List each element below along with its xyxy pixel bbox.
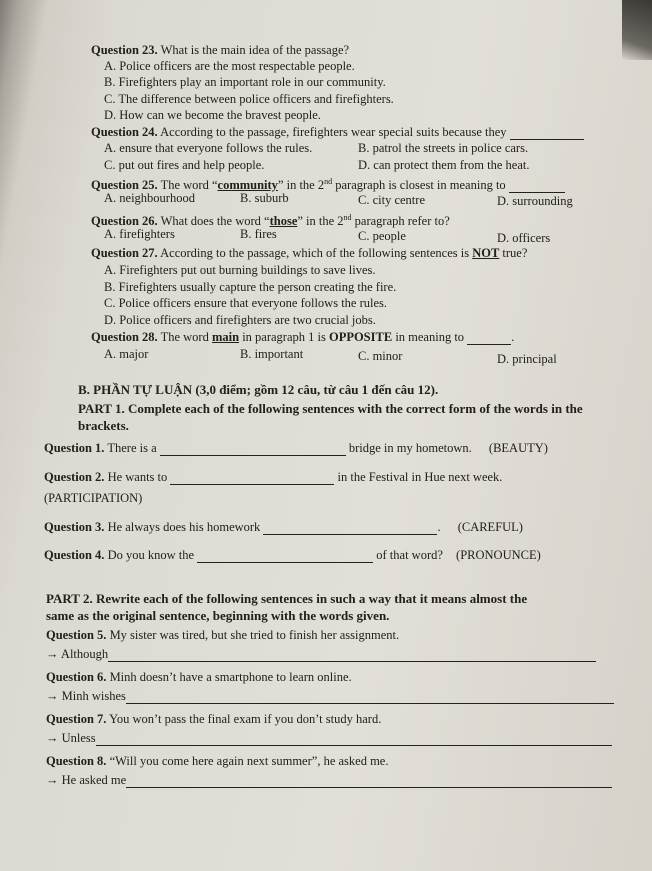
- sentence-text: Do you know the: [107, 548, 195, 562]
- part1-question-2: [44, 470, 502, 485]
- answer-blank[interactable]: [509, 181, 565, 193]
- question-label: Question 5.: [46, 628, 107, 642]
- part2-question-5: [46, 628, 399, 643]
- sentence-text: There is a: [107, 441, 157, 455]
- option-d: D. principal: [497, 352, 557, 366]
- option-d: D. surrounding: [497, 194, 573, 208]
- part1-instruction-cont: brackets.: [78, 418, 129, 433]
- answer-blank[interactable]: [467, 333, 511, 345]
- sentence-text: .: [437, 520, 441, 534]
- option-b: B. important: [240, 347, 304, 361]
- word-hint: (BEAUTY): [488, 441, 548, 455]
- option-a: A. Police officers are the most respectable people.: [104, 59, 355, 73]
- sentence-text: of that word?: [376, 548, 443, 562]
- answer-start: → Minh wishes: [46, 689, 126, 703]
- not-emphasis: NOT: [472, 246, 500, 260]
- option-a: A. Firefighters put out burning buildings to save lives.: [104, 263, 376, 277]
- part1-question-3: [44, 520, 523, 535]
- ordinal-suffix: nd: [343, 213, 352, 222]
- option-d: D. officers: [497, 231, 551, 245]
- sentence-text: You won’t pass the final exam if you don’t study hard.: [109, 712, 382, 726]
- option-c: C. city centre: [358, 193, 425, 207]
- stem-text: ” in the 2: [297, 214, 344, 229]
- page-shadow: [622, 0, 652, 60]
- option-c: C. minor: [358, 349, 403, 363]
- option-a: A. ensure that everyone follows the rules.: [104, 141, 313, 155]
- answer-blank[interactable]: [160, 444, 346, 456]
- option-a: A. major: [104, 347, 149, 361]
- part2-instruction-cont: same as the original sentence, beginning with the words given.: [46, 608, 390, 623]
- answer-blank[interactable]: [170, 473, 334, 485]
- target-word: community: [217, 178, 278, 193]
- question-label: Question 4.: [44, 548, 105, 562]
- answer-blank[interactable]: [510, 128, 584, 140]
- question-label: Question 23.: [91, 43, 158, 57]
- answer-blank[interactable]: [96, 734, 612, 746]
- stem-text: ” in the 2: [277, 178, 325, 193]
- word-hint: (CAREFUL): [457, 520, 523, 534]
- part1-instruction: PART 1. Complete each of the following sentences with the correct form of the words in the: [78, 401, 583, 416]
- sentence-text: “Will you come here again next summer”, he asked me.: [109, 754, 389, 768]
- question-23: [91, 43, 349, 58]
- opposite-emphasis: OPPOSITE: [328, 330, 393, 344]
- option-b: B. suburb: [240, 191, 289, 205]
- answer-blank[interactable]: [126, 776, 612, 788]
- question-label: Question 7.: [46, 712, 107, 726]
- part2-answer-8: [46, 773, 612, 788]
- stem-text: paragraph refer to?: [351, 214, 450, 229]
- answer-start: → Unless: [46, 731, 96, 745]
- option-c: C. Police officers ensure that everyone follows the rules.: [104, 296, 388, 310]
- target-word: main: [211, 330, 240, 344]
- option-d: D. can protect them from the heat.: [358, 158, 530, 172]
- question-label: Question 2.: [44, 470, 105, 484]
- option-b: B. Firefighters usually capture the person creating the fire.: [104, 280, 397, 294]
- word-hint: (PRONOUNCE): [456, 548, 541, 562]
- question-label: Question 1.: [44, 441, 105, 455]
- option-c: C. The difference between police officers and firefighters.: [104, 92, 394, 106]
- part2-answer-7: [46, 731, 612, 746]
- question-label: Question 8.: [46, 754, 107, 768]
- section-heading: B. PHẦN TỰ LUẬN (3,0 điểm; gồm 12 câu, từ câu 1 đến câu 12).: [78, 382, 439, 397]
- option-c: C. put out fires and help people.: [104, 158, 265, 172]
- question-label: Question 28.: [91, 330, 158, 344]
- stem-text: The word “: [160, 178, 218, 193]
- sentence-text: in the Festival in Hue next week.: [337, 470, 503, 484]
- sentence-text: Minh doesn’t have a smartphone to learn online.: [109, 670, 352, 684]
- option-a: A. neighbourhood: [104, 191, 195, 205]
- answer-blank[interactable]: [263, 523, 437, 535]
- answer-blank[interactable]: [108, 650, 596, 662]
- stem-text: in paragraph 1 is: [239, 330, 329, 344]
- stem-text: The word: [160, 330, 212, 344]
- question-label: Question 6.: [46, 670, 107, 684]
- stem-text: in meaning to: [392, 330, 465, 344]
- sentence-text: My sister was tired, but she tried to finish her assignment.: [109, 628, 400, 642]
- question-label: Question 25.: [91, 178, 158, 193]
- part2-instruction: PART 2. Rewrite each of the following sentences in such a way that it means almost the: [46, 591, 528, 606]
- option-b: B. fires: [240, 227, 277, 241]
- answer-start: → Although: [46, 647, 109, 661]
- sentence-text: He wants to: [107, 470, 168, 484]
- answer-blank[interactable]: [197, 551, 373, 563]
- answer-start: → He asked me: [46, 773, 127, 787]
- option-b: B. patrol the streets in police cars.: [358, 141, 529, 155]
- stem-text: What does the word “: [160, 214, 270, 229]
- sentence-text: He always does his homework: [107, 520, 261, 534]
- option-c: C. people: [358, 229, 406, 243]
- part2-question-7: [46, 712, 381, 727]
- sentence-text: bridge in my hometown.: [348, 441, 472, 455]
- question-24: [91, 125, 584, 140]
- option-b: B. Firefighters play an important role in our community.: [104, 75, 386, 89]
- question-28: [91, 330, 514, 345]
- option-d: D. How can we become the bravest people.: [104, 108, 321, 122]
- part2-answer-6: [46, 689, 614, 704]
- part1-question-2-hint: (PARTICIPATION): [44, 491, 143, 505]
- stem-text: paragraph is closest in meaning to: [332, 178, 506, 193]
- option-d: D. Police officers and firefighters are two crucial jobs.: [104, 313, 376, 327]
- part1-question-1: [44, 441, 548, 456]
- question-27: [91, 246, 527, 261]
- question-label: Question 3.: [44, 520, 105, 534]
- part2-question-6: [46, 670, 352, 685]
- part2-question-8: [46, 754, 388, 769]
- question-stem: What is the main idea of the passage?: [160, 43, 350, 57]
- part1-question-4: [44, 548, 541, 563]
- stem-text: .: [511, 330, 515, 344]
- question-label: Question 24.: [91, 125, 158, 139]
- option-a: A. firefighters: [104, 227, 175, 241]
- part2-answer-5: [46, 647, 596, 662]
- answer-blank[interactable]: [126, 692, 614, 704]
- stem-text: According to the passage, which of the following sentences is: [160, 246, 473, 260]
- target-word: those: [269, 214, 298, 229]
- question-stem: According to the passage, firefighters wear special suits because they: [160, 125, 507, 139]
- ordinal-suffix: nd: [324, 177, 333, 186]
- question-label: Question 26.: [91, 214, 158, 229]
- question-label: Question 27.: [91, 246, 158, 260]
- stem-text: true?: [499, 246, 528, 260]
